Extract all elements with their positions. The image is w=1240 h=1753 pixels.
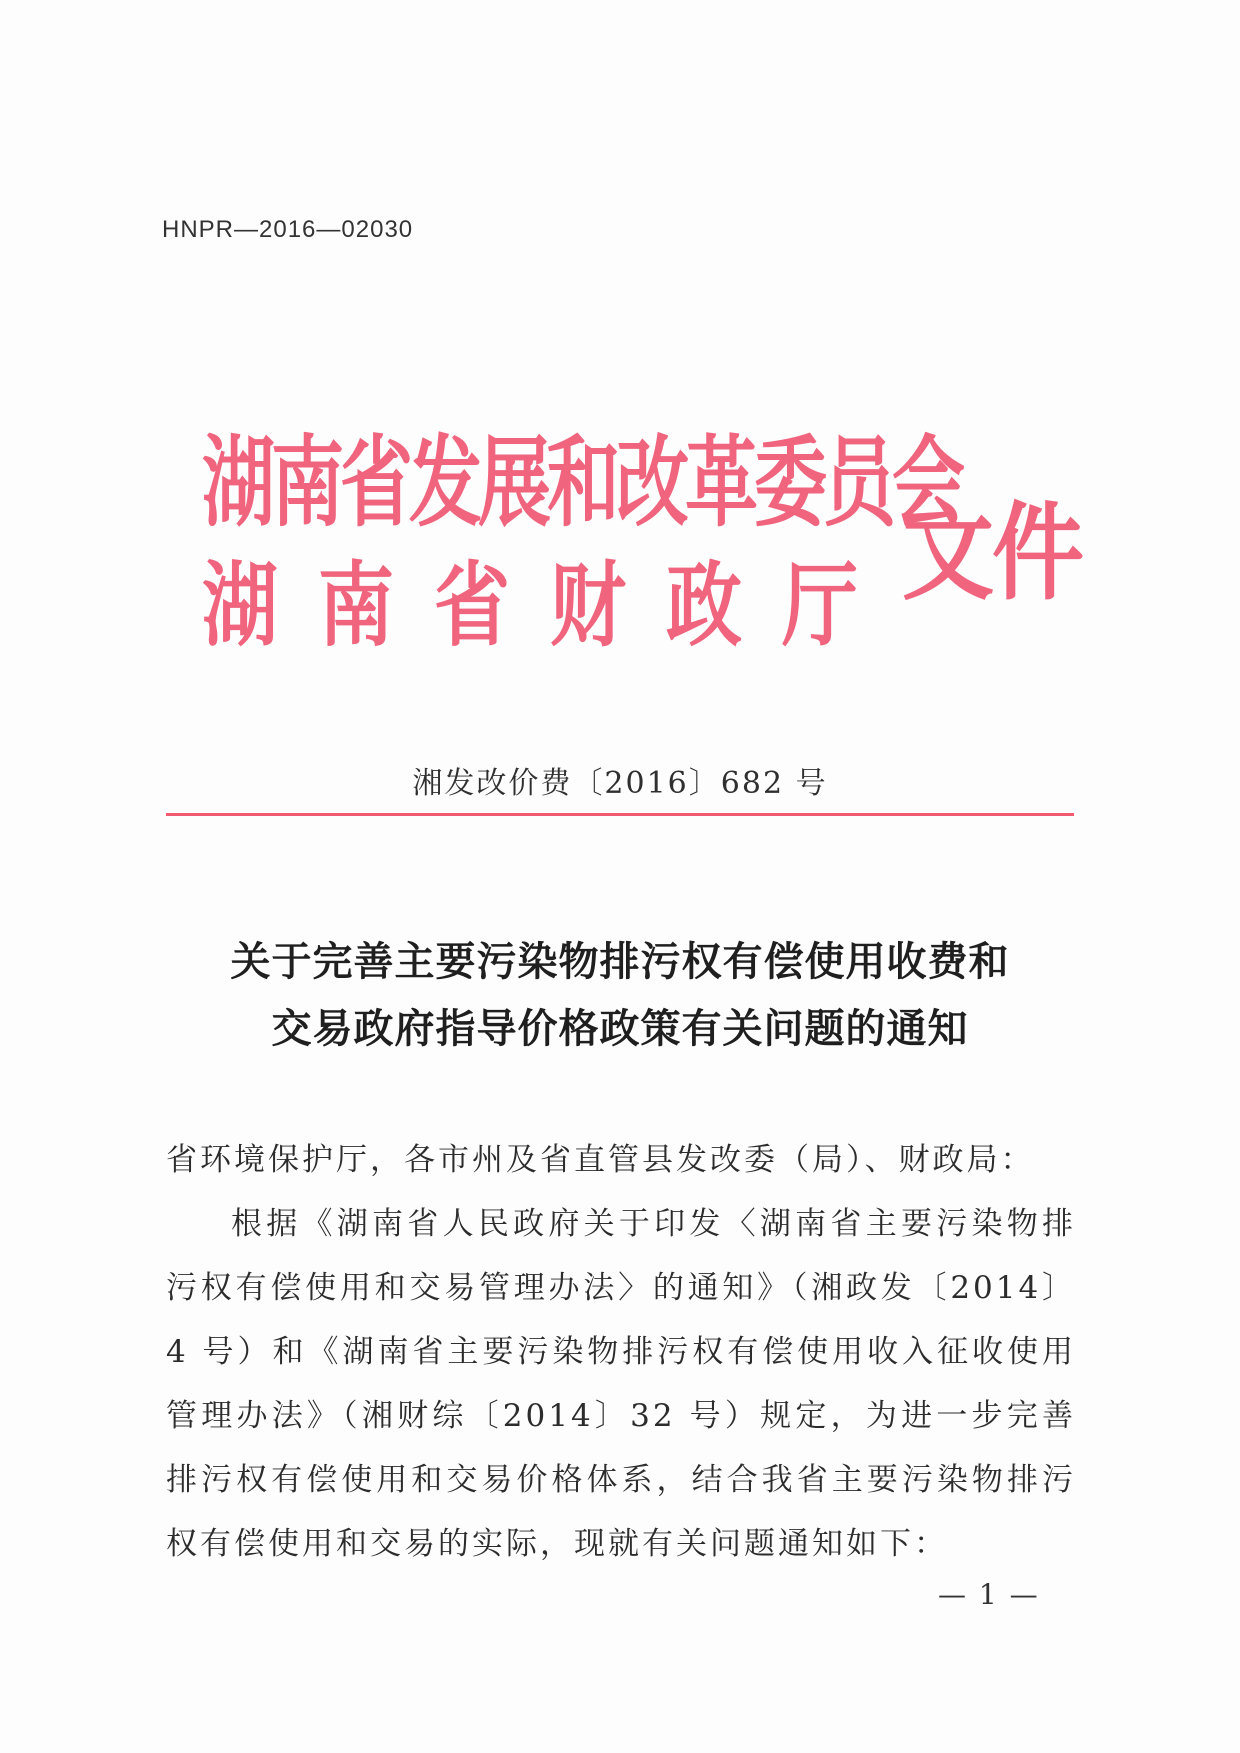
- page-number: — 1 —: [938, 1578, 1040, 1611]
- document-number: 湘发改价费〔2016〕682 号: [412, 766, 828, 801]
- document-body: [166, 1128, 1076, 1576]
- addressee: 省环境保护厅，各市州及省直管县发改委（局）、财政局：: [166, 1142, 1035, 1178]
- issuer-header-line-2: 湖南省财政厅: [202, 551, 898, 659]
- document-id: HNPR—2016—02030: [162, 216, 414, 243]
- document-title-line-1: 关于完善主要污染物排污权有偿使用收费和: [230, 938, 1010, 985]
- body-paragraph: 根据《湖南省人民政府关于印发〈湖南省主要污染物排污权有偿使用和交易管理办法〉的通知》（湘政发〔2014〕4 号）和《湖南省主要污染物排污权有偿使用收入征收使用管理办法》（湘财综〔2014〕32 号）规定，为进一步完善排污权有偿使用和交易价格体系，结合我省主要污染物排污权有偿使用和交易的实际，现就有关问题通知如下：: [166, 1206, 1076, 1562]
- header-divider: [166, 813, 1074, 816]
- document-title-line-2: 交易政府指导价格政策有关问题的通知: [271, 1005, 969, 1052]
- issuer-header-line-1: 湖南省发展和改革委员会: [202, 424, 961, 541]
- issuer-header-suffix: 文件: [902, 490, 1083, 615]
